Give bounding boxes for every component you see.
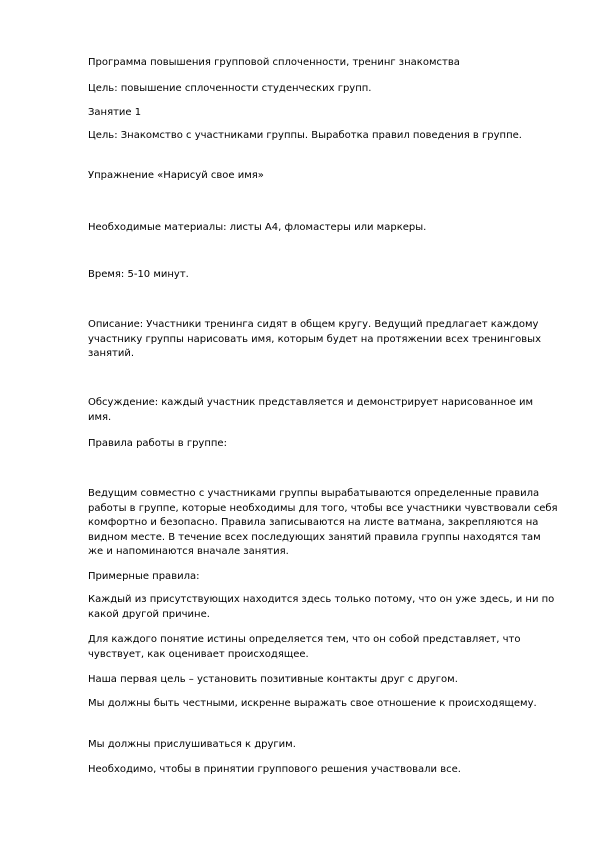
time-paragraph: Время: 5-10 минут. xyxy=(88,269,189,280)
sample-rules-heading: Примерные правила: xyxy=(88,571,200,582)
goal-paragraph: Цель: повышение сплоченности студенческих групп. xyxy=(88,83,372,94)
rule-item: Каждый из присутствующих находится здесь только потому, что он уже здесь, и ни по какой другой причине. xyxy=(88,594,555,620)
exercise-heading: Упражнение «Нарисуй свое имя» xyxy=(88,170,264,181)
materials-paragraph: Необходимые материалы: листы А4, фломастеры или маркеры. xyxy=(88,222,427,233)
rule-item: Необходимо, чтобы в принятии группового решения участвовали все. xyxy=(88,764,461,775)
lesson-heading: Занятие 1 xyxy=(88,107,142,118)
document-title: Программа повышения групповой сплоченности, тренинг знакомства xyxy=(88,57,460,68)
rule-item: Для каждого понятие истины определяется тем, что он собой представляет, что чувствует, как оценивает происходящее. xyxy=(88,634,521,660)
rules-heading: Правила работы в группе: xyxy=(88,438,227,449)
rule-item: Наша первая цель – установить позитивные контакты друг с другом. xyxy=(88,674,458,685)
rules-description: Ведущим совместно с участниками группы вырабатываются определенные правила работы в группе, которые необходимы для того, чтобы все участники чувствовали себя комфортно и безопасно. Правила записываются на листе ватмана, закрепляются на видном месте. В течение всех последующих занятий правила группы находятся там же и напоминаются вначале занятия. xyxy=(88,488,558,557)
discussion-paragraph: Обсуждение: каждый участник представляется и демонстрирует нарисованное им имя. xyxy=(88,397,534,423)
lesson-goal-paragraph: Цель: Знакомство с участниками группы. Выработка правил поведения в группе. xyxy=(88,130,522,141)
rule-item: Мы должны прислушиваться к другим. xyxy=(88,739,296,750)
rule-item: Мы должны быть честными, искренне выражать свое отношение к происходящему. xyxy=(88,698,537,709)
description-paragraph: Описание: Участники тренинга сидят в общем кругу. Ведущий предлагает каждому участнику группы нарисовать имя, которым будет на протяжении всех тренинговых занятий. xyxy=(88,319,541,359)
